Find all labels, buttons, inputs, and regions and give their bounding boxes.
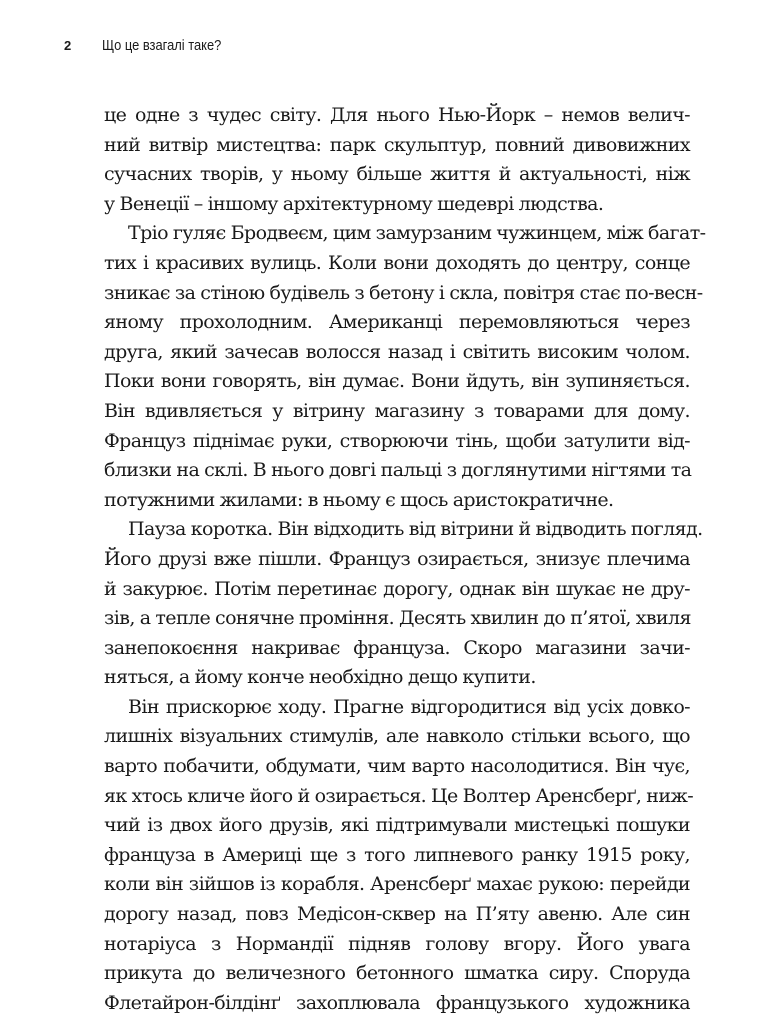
text-line: у Венеції – іншому архітектурному шедеврі людства. [104, 192, 604, 215]
text-line: це одне з чудес світу. Для нього Нью-Йорк – немов велич- [104, 104, 690, 126]
text-line: потужними жилами: в ньому є щось аристократичне. [104, 488, 614, 511]
text-line: ний витвір мистецтва: парк скульптур, повний дивовижних [104, 133, 690, 156]
text-line: яному прохолодним. Американці перемовляються через [104, 311, 690, 334]
text-line: занепокоєння накриває француза. Скоро магазини зачи- [104, 636, 690, 659]
paragraph-first-line: Пауза коротка. Він відходить від вітрини й відводить погляд. [128, 518, 703, 541]
running-head [64, 37, 241, 59]
text-line: зникає за стіною будівель з бетону і скла, повітря стає по-весн- [104, 281, 703, 304]
text-line: нотаріуса з Нормандії підняв голову вгору. Його увага [104, 932, 690, 955]
text-line: лишніх візуальних стимулів, але навколо стільки всього, що [104, 725, 690, 748]
page-number: 2 [64, 38, 72, 53]
text-line: Флетайрон-білдінґ захоплювала французького художника [104, 991, 690, 1014]
text-line: й закурює. Потім перетинає дорогу, однак він шукає не дру- [104, 577, 690, 600]
text-line: сучасних творів, у ньому більше життя й актуальності, ніж [104, 163, 690, 186]
text-line: Поки вони говорять, він думає. Вони йдуть, він зупиняється. [104, 370, 690, 393]
chapter-title: Що це взагалі таке? [102, 37, 222, 54]
paragraph-first-line: Тріо гуляє Бродвеєм, цим замурзаним чужинцем, між багат- [128, 222, 706, 245]
paragraph-first-line: Він прискорює ходу. Прагне відгородитися від усіх довко- [128, 695, 690, 718]
text-line: дорогу назад, повз Медісон-сквер на П’яту авеню. Але син [104, 903, 690, 926]
text-line: близки на склі. В нього довгі пальці з доглянутими нігтями та [104, 459, 692, 482]
text-line: чий із двох його друзів, які підтримували мистецькі пошуки [104, 814, 690, 837]
text-line: Його друзі вже пішли. Француз озирається, знизує плечима [104, 547, 690, 570]
text-line: тих і красивих вулиць. Коли вони доходять до центру, сонце [104, 251, 690, 274]
text-line: няться, а йому конче необхідно дещо купити. [104, 666, 536, 689]
text-line: Він вдивляється у вітрину магазину з товарами для дому. [104, 399, 690, 422]
text-line: прикута до величезного бетонного шматка сиру. Споруда [104, 962, 690, 985]
body-text [104, 101, 706, 1018]
text-line: як хтось кличе його й озирається. Це Волтер Аренсберґ, ниж- [104, 784, 694, 807]
text-line: варто побачити, обдумати, чим варто насолодитися. Він чує, [104, 755, 690, 778]
text-line: француза в Америці ще з того липневого ранку 1915 року, [104, 843, 690, 866]
text-line: Француз піднімає руки, створюючи тінь, щоби затулити від- [104, 429, 690, 452]
text-line: друга, який зачесав волосся назад і світить високим чолом. [104, 340, 690, 363]
text-line: коли він зійшов із корабля. Аренсберґ махає рукою: перейди [104, 873, 690, 896]
text-line: зів, а тепле сонячне проміння. Десять хвилин до п’ятої, хвиля [104, 607, 691, 630]
